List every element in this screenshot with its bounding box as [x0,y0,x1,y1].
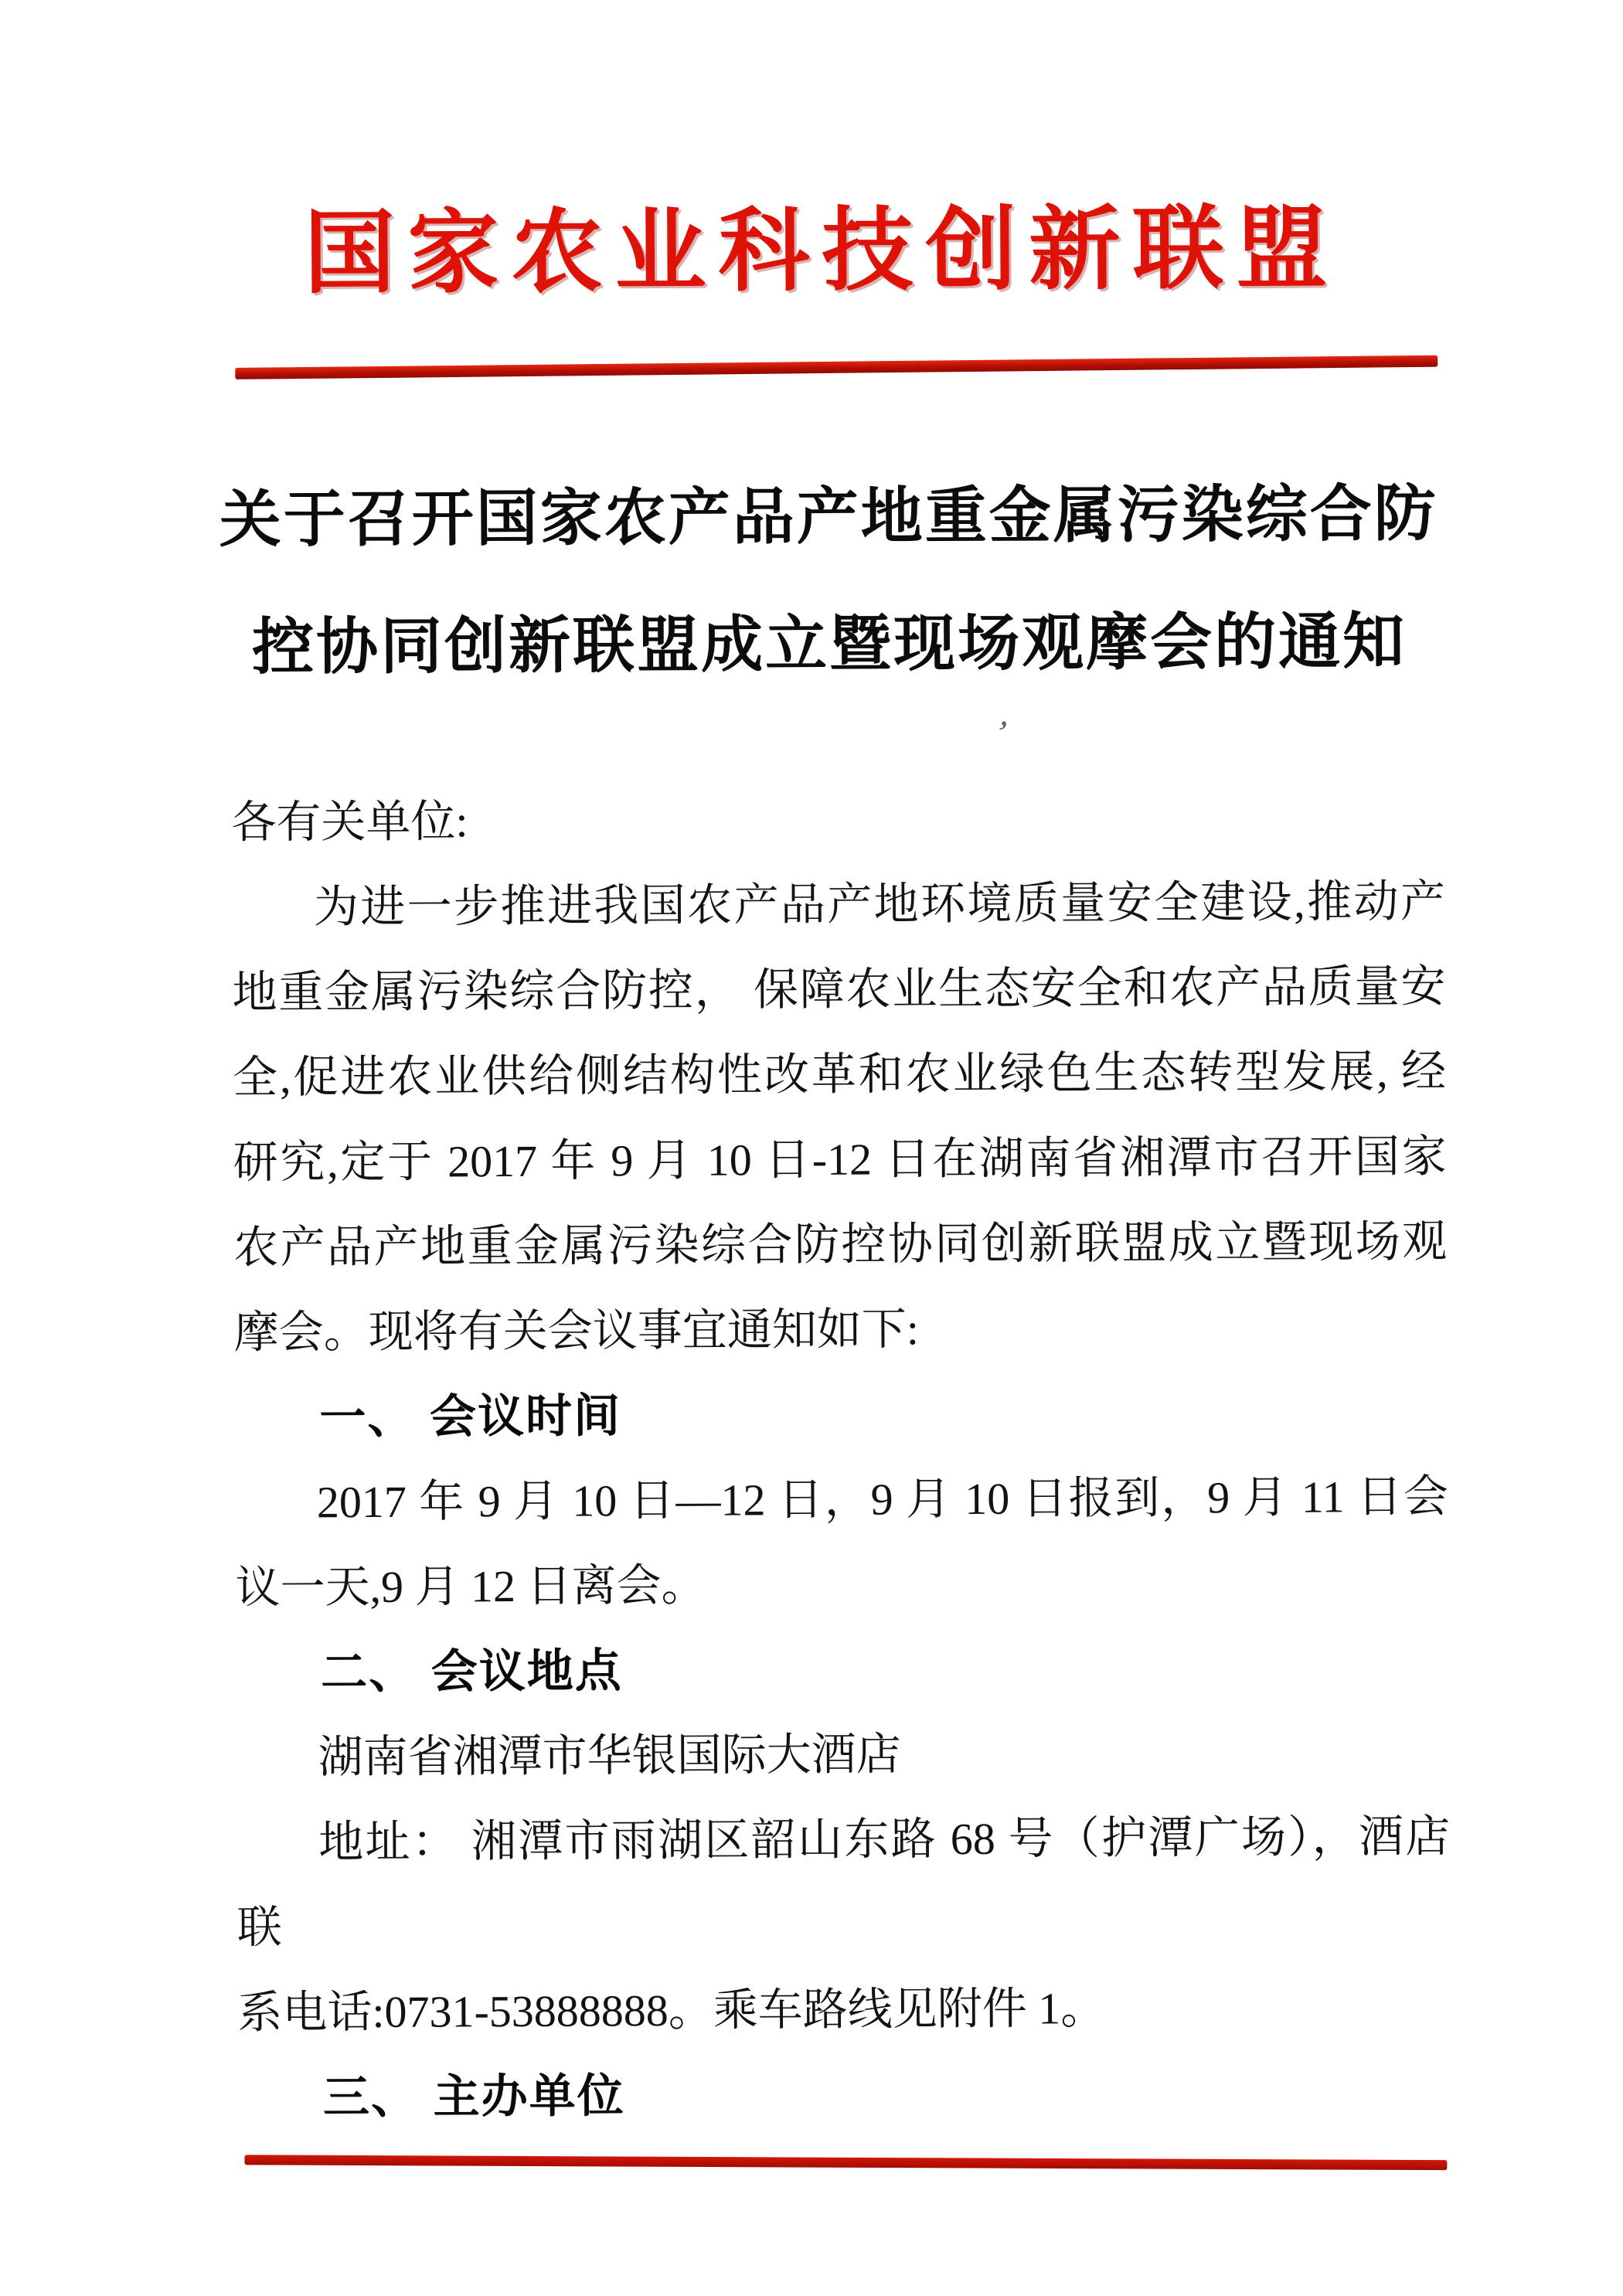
paragraph-line: 全,促进农业供给侧结构性改革和农业绿色生态转型发展, 经 [232,1046,1447,1103]
meeting-time-line: 2017 年 9 月 10 日—12 日，9 月 10 日报到，9 月 11 日会 [316,1471,1449,1528]
venue-name-line: 湖南省湘潭市华银国际大酒店 [318,1729,901,1783]
letterhead-divider-line [235,355,1438,379]
salutation-line: 各有关单位: [231,796,468,848]
meeting-time-line: 议一天,9 月 12 日离会。 [235,1560,706,1613]
paragraph-line: 研究,定于 2017 年 9 月 10 日-12 日在湖南省湘潭市召开国家 [233,1131,1447,1188]
notice-title-line-1: 关于召开国家农产品产地重金属污染综合防 [219,480,1439,556]
section-heading-meeting-venue: 二、 会议地点 [320,1645,623,1699]
paragraph-line: 为进一步推进我国农产品产地环境质量安全建设,推动产 [313,876,1446,933]
venue-address-line: 地址： 湘潭市雨湖区韶山东路 68 号（护潭广场），酒店联 [236,1811,1451,1953]
paragraph-line: 农产品产地重金属污染综合防控协同创新联盟成立暨现场观 [233,1216,1448,1273]
letterhead-org-name: 国家农业科技创新联盟 [304,197,1340,305]
footer-divider-line [244,2155,1447,2170]
notice-title-line-2: 控协同创新联盟成立暨现场观摩会的通知 [251,607,1407,682]
section-heading-meeting-time: 一、 会议时间 [319,1390,622,1444]
paragraph-line: 地重金属污染综合防控， 保障农业生态安全和农产品质量安 [232,961,1446,1018]
venue-phone-line: 系电话:0731-53888888。乘车路线见附件 1。 [237,1983,1106,2038]
section-heading-organizers: 三、 主办单位 [322,2070,625,2124]
notice-title [17,450,1623,713]
paragraph-line: 摩会。现将有关会议事宜通知如下: [233,1304,920,1358]
stray-ink-mark: , [997,693,1016,734]
notice-body [231,774,1451,2141]
